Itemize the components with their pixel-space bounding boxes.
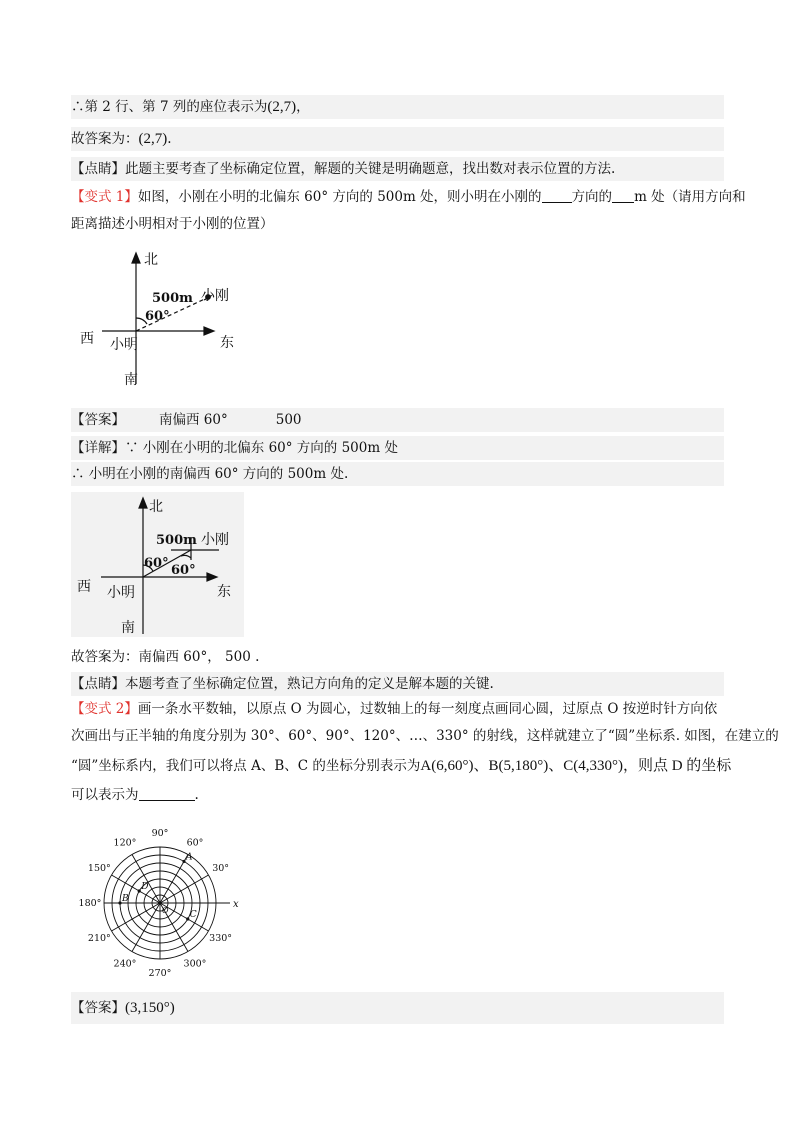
variant2-question-line2: 次画出与正半轴的角度分别为 30°、60°、90°、120°、…、330° 的射线，这样就建立了“圆”坐标系. 如图，在建立的 [71,728,779,744]
point-label-d: D [141,882,149,892]
blank [612,188,634,203]
answer-math: (3,150°) [125,1000,175,1016]
variant1-tip: 【点睛】本题考查了坐标确定位置，熟记方向角的定义是解本题的关键. [71,672,724,696]
angle-label: 150° [87,863,111,874]
west-label: 西 [77,579,91,595]
angle-label: 60° [186,837,204,849]
variant2-tag: 【变式 2】 [71,701,138,717]
north-arrow [132,253,140,263]
tip-tag: 【点睛】 [71,676,125,692]
angle-label: 300° [183,958,207,970]
answer-distance: 500 [275,412,302,428]
variant1-answer [71,408,724,432]
point-label: 小刚 [201,532,229,548]
east-label: 东 [220,335,234,351]
axis-label: x [233,899,239,910]
blank [542,188,572,203]
variant1-tag: 【变式 1】 [71,189,138,205]
math-expression: (2,7) [267,99,297,115]
variant1-detail-line2: ∴ 小明在小刚的南偏西 60° 方向的 500m 处. [71,462,724,486]
answer-tag: 【答案】 [71,1000,125,1016]
variant1-conclusion: 故答案为：南偏西 60°， 500 . [71,649,260,665]
point-label-b: B [122,894,129,904]
point-label-c: C [189,910,197,920]
north-label: 北 [149,499,163,515]
answer-tag: 【答案】 [71,412,125,428]
angle-label: 60° [145,309,170,324]
angle-label: 240° [113,958,137,970]
angle-label: 270° [148,968,172,979]
variant1-question: 【变式 1】如图，小刚在小明的北偏东 60° 方向的 500m 处，则小明在小刚的 方向的 m 处（请用方向和 [71,189,746,205]
angle-label-2: 60° [171,563,196,578]
east-arrow [204,327,214,335]
distance-label: 500m [156,533,197,548]
variant1-detail: 【详解】∵ 小刚在小明的北偏东 60° 方向的 500m 处 [71,436,724,460]
south-label: 南 [121,620,135,636]
variant2-question: 【变式 2】画一条水平数轴，以原点 O 为圆心，过数轴上的每一刻度点画同心圆，过原点 O 按逆时针方向依 [71,701,718,717]
angle-label: 30° [212,863,230,874]
variant1-question-line2: 距离描述小明相对于小刚的位置） [71,216,274,232]
answer-line: 故答案为：(2,7). [71,127,724,151]
west-label: 西 [80,331,94,347]
angle-label: 90° [151,828,169,839]
solution-line: ∴第 2 行、第 7 列的座位表示为(2,7)， [71,95,724,119]
north-label: 北 [144,252,158,268]
direction-figure-1 [72,248,252,388]
origin-label: 小明 [107,585,135,601]
detail-tag: 【详解】 [71,440,125,456]
angle-label-1: 60° [144,556,169,571]
origin-label: O [162,906,169,915]
blank [139,786,195,801]
variant2-question-line4: 可以表示为 . [71,787,199,803]
tip-line: 【点睛】此题主要考查了坐标确定位置，解题的关键是明确题意，找出数对表示位置的方法. [71,157,724,181]
polar-coordinate-figure [72,812,252,980]
math-expression: (2,7) [138,131,168,147]
origin-label: 小明 [110,337,138,353]
point-label-a: A [186,852,193,863]
angle-label: 210° [87,933,111,944]
south-label: 南 [124,372,138,388]
answer-direction: 南偏西 60° [159,412,228,428]
variant2-answer [71,992,724,1024]
direction-figure-2 [71,492,244,637]
east-label: 东 [217,584,231,600]
distance-label: 500m [152,291,193,306]
variant2-question-line3: “圆”坐标系内，我们可以将点 A、B、C 的坐标分别表示为A(6,60°)、B(5,180°)、C(4,330°)，则点 D 的坐标 [71,758,732,774]
angle-label: 120° [113,837,137,849]
angle-label: 180° [78,898,102,909]
angle-label: 330° [209,933,233,944]
tip-tag: 【点睛】 [71,161,125,177]
point-label: 小刚 [201,288,229,304]
